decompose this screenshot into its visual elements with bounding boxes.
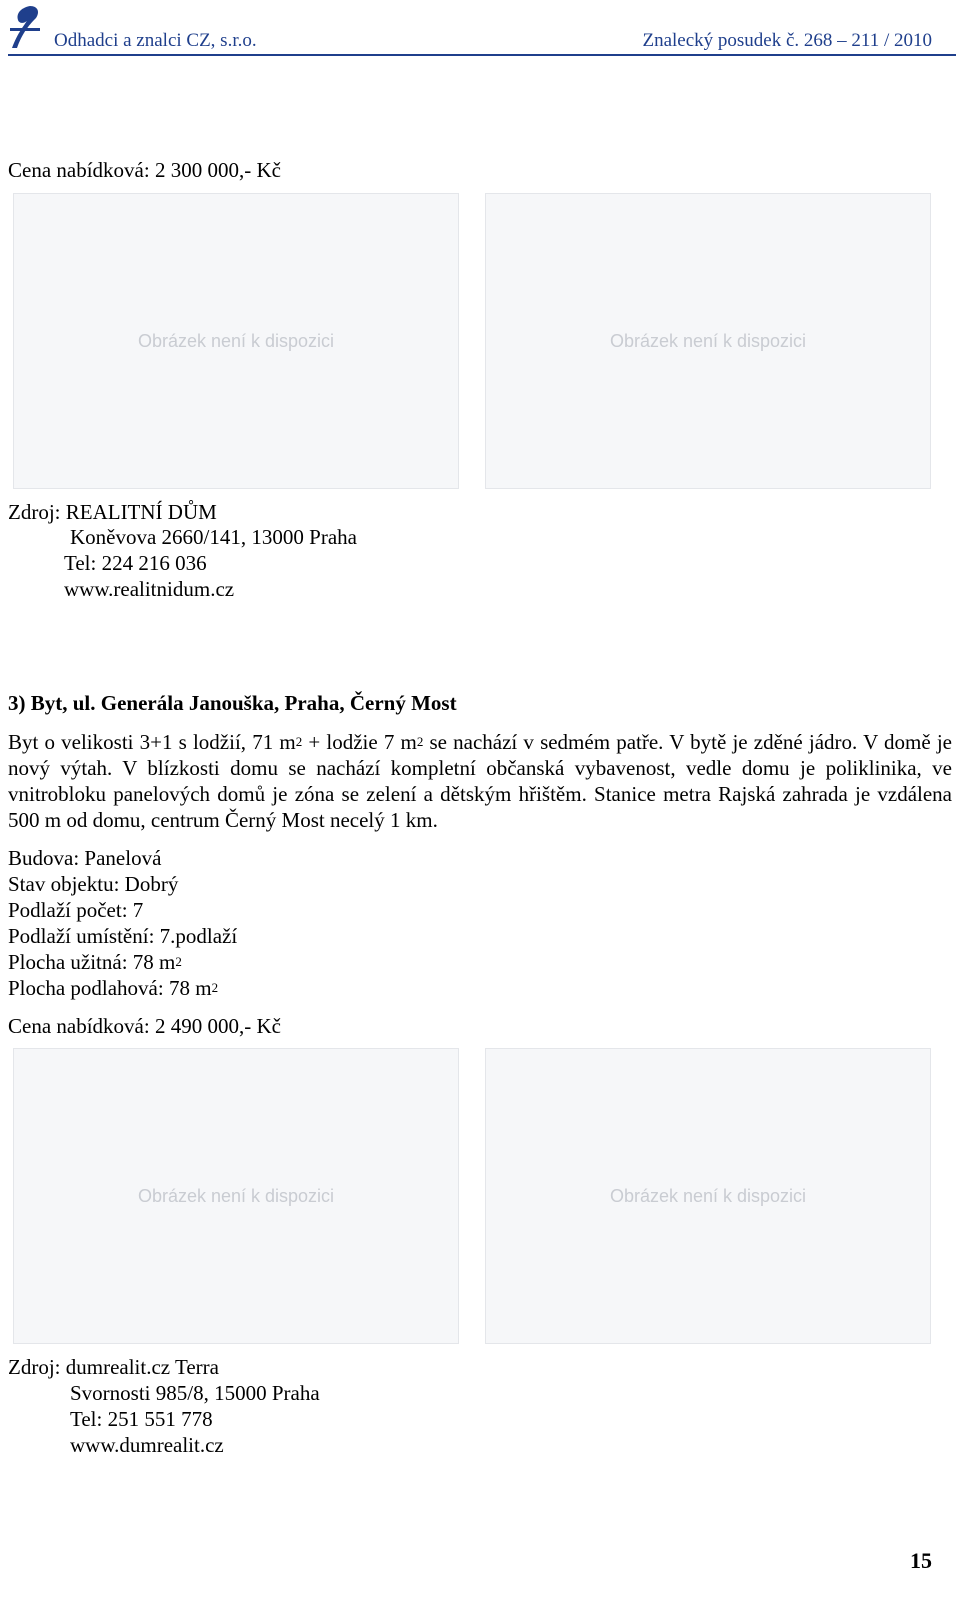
listing3-source-address: Svornosti 985/8, 15000 Praha [70, 1381, 320, 1405]
photo-placeholder-text: Obrázek není k dispozici [137, 330, 335, 351]
spec-building: Budova: Panelová [8, 846, 162, 870]
listing3-photo-2 [485, 1048, 931, 1344]
prev-photo-2 [485, 193, 931, 489]
photo-placeholder-text: Obrázek není k dispozici [137, 1185, 335, 1206]
listing3-source-web[interactable]: www.dumrealit.cz [70, 1433, 224, 1457]
header-divider [8, 54, 956, 56]
prev-price: Cena nabídková: 2 300 000,- Kč [8, 158, 281, 182]
listing3-description: Byt o velikosti 3+1 s lodžií, 71 $m^2$ + lodžie 7 $m^2$ se nachází v sedmém patře. V bytě je zděné jádro. V domě je nový výtah. V blízkosti domu se nachází kompletní občanská vybavenost, vedle domu je poliklinika, ve vnitrobloku panelových domů je zóna se zelení a dětským hřištěm. Stanice metra Rajská zahrada je vzdálena 500 m od domu, centrum Černý Most necelý 1 km. [8, 730, 952, 832]
listing3-price: Cena nabídková: 2 490 000,- Kč [8, 1014, 281, 1038]
spec-floors: Podlaží počet: 7 [8, 898, 144, 922]
listing3-title: 3) Byt, ul. Generála Janouška, Praha, Černý Most [8, 691, 457, 715]
page-number: 15 [910, 1548, 932, 1573]
listing3-source-label: Zdroj: dumrealit.cz Terra [8, 1355, 219, 1379]
photo-placeholder-text: Obrázek není k dispozici [609, 330, 807, 351]
company-logo-icon [8, 4, 42, 50]
listing3-source-phone: Tel: 251 551 778 [70, 1407, 213, 1431]
spec-usable-area: Plocha užitná: 78 $m^2$ [8, 950, 182, 974]
spec-condition: Stav objektu: Dobrý [8, 872, 179, 896]
listing3-photo-1 [13, 1048, 459, 1344]
header-report-number: Znalecký posudek č. 268 – 211 / 2010 [642, 30, 932, 51]
header-company: Odhadci a znalci CZ, s.r.o. [54, 30, 257, 51]
photo-placeholder-text: Obrázek není k dispozici [609, 1185, 807, 1206]
prev-source-phone: Tel: 224 216 036 [64, 551, 207, 575]
spec-floor-area: Plocha podlahová: 78 $m^2$ [8, 976, 219, 1000]
spec-floor-location: Podlaží umístění: 7.podlaží [8, 924, 238, 948]
prev-source-address: Koněvova 2660/141, 13000 Praha [70, 525, 357, 549]
prev-source-web[interactable]: www.realitnidum.cz [64, 577, 235, 601]
prev-source-label: Zdroj: REALITNÍ DŮM [8, 500, 217, 524]
prev-photo-1 [13, 193, 459, 489]
